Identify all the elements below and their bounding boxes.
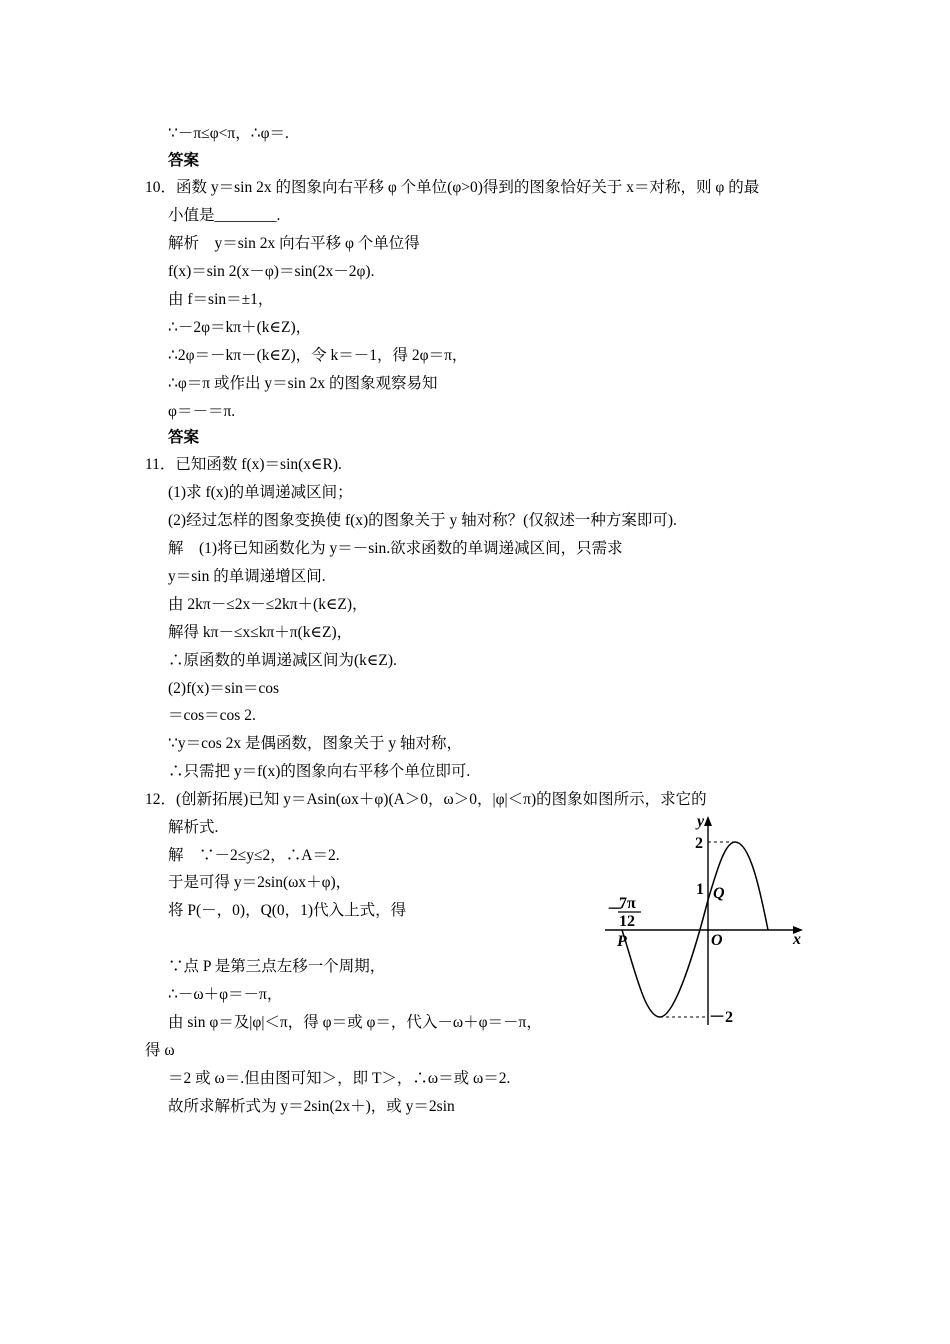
tick-label-2: 2 (695, 835, 703, 852)
text-line: 小值是________. (168, 207, 281, 224)
tick-p-denominator: 12 (619, 913, 635, 930)
text-line: 解得 kπ－≤x≤kπ＋π(k∈Z)， (168, 624, 353, 641)
text-line: ∴φ＝π 或作出 y＝sin 2x 的图象观察易知 (168, 375, 438, 392)
point-p-label: P (617, 933, 627, 950)
tick-label-neg2: －2 (709, 1009, 734, 1026)
text-line: 由 sin φ＝及|φ|＜π，得 φ＝或 φ＝，代入－ω＋φ＝－π， (168, 1014, 542, 1031)
sine-graph-figure (605, 810, 820, 1040)
text-line: y＝sin 的单调递增区间. (168, 568, 326, 585)
tick-p-numerator: 7π (619, 895, 636, 912)
text-line: f(x)＝sin 2(x－φ)＝sin(2x－2φ). (168, 263, 375, 280)
x-axis-label: x (793, 931, 801, 948)
text-line: ＝cos＝cos 2. (168, 707, 256, 724)
text-line: 12．(创新拓展)已知 y＝Asin(ωx＋φ)(A＞0，ω＞0，|φ|＜π)的图象如图所示，求它的 (145, 791, 707, 808)
sine-graph-svg (605, 810, 820, 1040)
text-line: φ＝－＝π. (168, 403, 236, 420)
text-line: 答案 (168, 152, 200, 169)
text-line: ∵y＝cos 2x 是偶函数，图象关于 y 轴对称， (168, 735, 463, 752)
text-line: ∵点 P 是第三点左移一个周期， (168, 958, 386, 975)
text-line: (1)求 f(x)的单调递减区间； (168, 484, 353, 501)
text-line: 解析式. (168, 819, 219, 836)
text-line: ∴－2φ＝kπ＋(k∈Z)， (168, 319, 312, 336)
text-line: (2)f(x)＝sin＝cos (168, 680, 280, 697)
text-line: ＝2 或 ω＝.但由图可知＞，即 T＞，∴ω＝或 ω＝2. (168, 1070, 511, 1087)
text-line: 由 2kπ－≤2x－≤2kπ＋(k∈Z)， (168, 596, 368, 613)
y-axis-arrow (704, 816, 712, 826)
tick-label-1: 1 (696, 881, 704, 898)
text-line: 由 f＝sin＝±1， (168, 291, 274, 308)
text-line: ∴－ω＋φ＝－π， (168, 986, 283, 1003)
text-line: 得 ω (145, 1042, 175, 1059)
text-line: 解 (1)将已知函数化为 y＝－sin.欲求函数的单调递减区间，只需求 (168, 540, 623, 557)
y-axis-label: y (697, 813, 705, 830)
text-line: 11．已知函数 f(x)＝sin(x∈R). (145, 456, 342, 473)
text-line: 将 P(－，0)，Q(0，1)代入上式，得 (168, 902, 407, 919)
text-line: 解析 y＝sin 2x 向右平移 φ 个单位得 (168, 235, 420, 252)
text-line: 于是可得 y＝2sin(ωx＋φ)， (168, 874, 352, 891)
text-line: ∴只需把 y＝f(x)的图象向右平移个单位即可. (168, 763, 471, 780)
tick-p-sign: － (607, 901, 624, 918)
point-q-label: Q (713, 885, 725, 902)
text-line: 故所求解析式为 y＝2sin(2x＋)，或 y＝2sin (168, 1098, 455, 1115)
text-line: 答案 (168, 429, 200, 446)
text-line: ∴2φ＝－kπ－(k∈Z)，令 k＝－1，得 2φ＝π， (168, 347, 468, 364)
text-line: ∴原函数的单调递减区间为(k∈Z). (168, 652, 397, 669)
text-line: 解 ∵－2≤y≤2，∴A＝2. (168, 847, 340, 864)
text-line: (2)经过怎样的图象变换使 f(x)的图象关于 y 轴对称？(仅叙述一种方案即可). (168, 512, 677, 529)
origin-label: O (711, 932, 723, 949)
text-line: 10．函数 y＝sin 2x 的图象向右平移 φ 个单位(φ>0)得到的图象恰好关于 x＝对称，则 φ 的最 (145, 179, 760, 196)
text-line: ∵－π≤φ<π，∴φ＝. (168, 125, 289, 142)
